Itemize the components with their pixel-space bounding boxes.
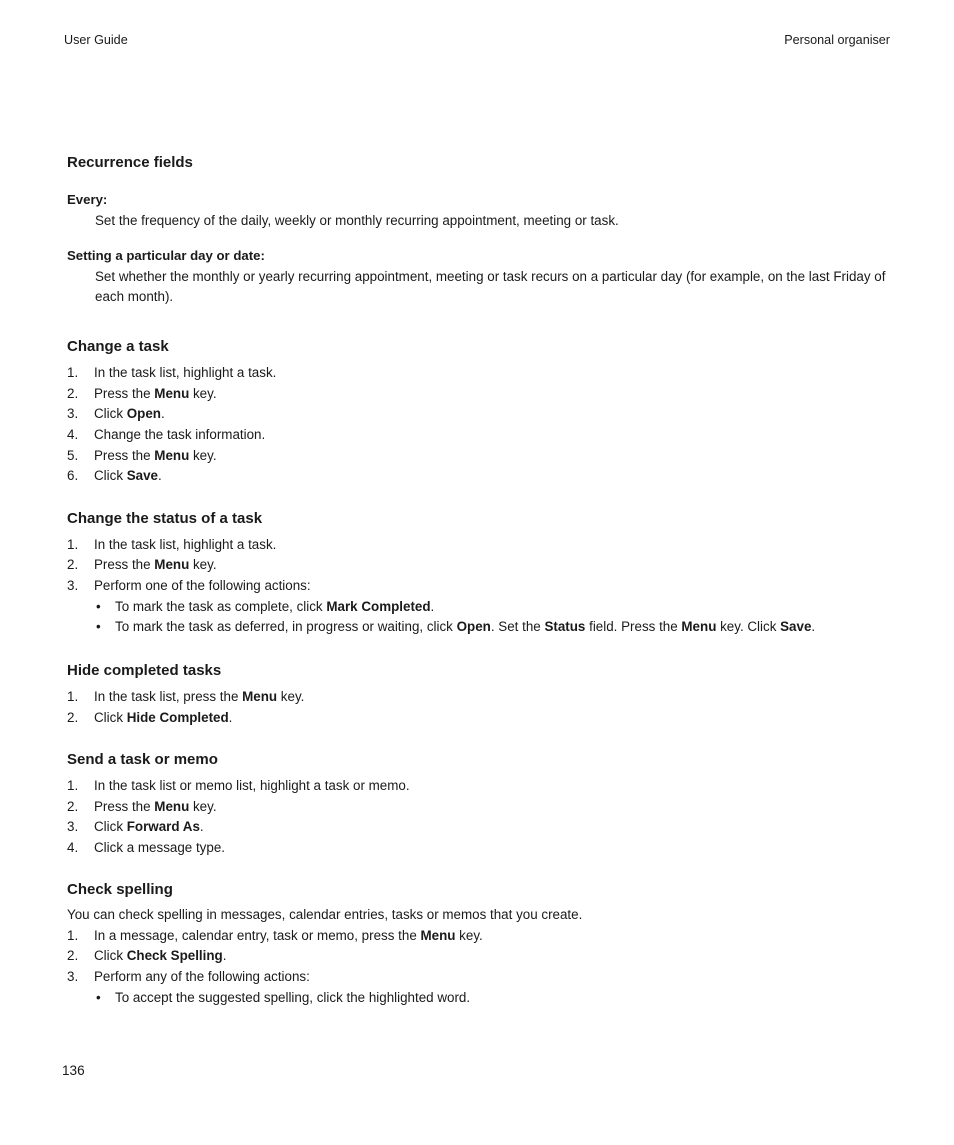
page-number: 136	[62, 1063, 85, 1078]
bullet-item: • To accept the suggested spelling, click the highlighted word.	[96, 990, 471, 1005]
list-item: 4. Change the task information.	[67, 427, 266, 442]
list-item: 1. In the task list, press the Menu key.	[67, 689, 305, 704]
list-item: 1. In the task list or memo list, highlight a task or memo.	[67, 778, 410, 793]
list-item: 2. Click Hide Completed.	[67, 710, 233, 725]
list-item: 2. Press the Menu key.	[67, 799, 217, 814]
list-item: 4. Click a message type.	[67, 840, 225, 855]
section-title-check-spelling: Check spelling	[67, 881, 173, 898]
page-header-right: Personal organiser	[784, 33, 890, 47]
list-item: 3. Click Forward As.	[67, 819, 204, 834]
page-header-left: User Guide	[64, 33, 128, 47]
bullet-item: • To mark the task as complete, click Mark Completed.	[96, 599, 435, 614]
term-every: Every:	[67, 192, 108, 207]
list-item: 1. In the task list, highlight a task.	[67, 537, 277, 552]
bullet-item: • To mark the task as deferred, in progress or waiting, click Open. Set the Status field. Press the Menu key. Click Save.	[96, 619, 816, 634]
definition-particular-day: Set whether the monthly or yearly recurring appointment, meeting or task recurs on a particular day (for example, on the last Friday of each month).	[95, 269, 886, 304]
list-item: 2. Press the Menu key.	[67, 386, 217, 401]
list-item: 3. Perform any of the following actions:	[67, 969, 310, 984]
list-item: 5. Press the Menu key.	[67, 448, 217, 463]
term-particular-day: Setting a particular day or date:	[67, 248, 265, 263]
section-title-change-task: Change a task	[67, 338, 169, 355]
section-title-change-status: Change the status of a task	[67, 510, 263, 527]
list-item: 1. In a message, calendar entry, task or memo, press the Menu key.	[67, 928, 483, 943]
list-item: 3. Perform one of the following actions:	[67, 578, 311, 593]
list-item: 2. Click Check Spelling.	[67, 948, 227, 963]
list-item: 2. Press the Menu key.	[67, 557, 217, 572]
list-item: 1. In the task list, highlight a task.	[67, 365, 277, 380]
list-item: 6. Click Save.	[67, 468, 162, 483]
section-title-send-task: Send a task or memo	[67, 751, 218, 768]
definition-every: Set the frequency of the daily, weekly or monthly recurring appointment, meeting or task.	[95, 213, 619, 228]
check-spelling-intro: You can check spelling in messages, calendar entries, tasks or memos that you create.	[67, 907, 583, 922]
section-title-recurrence-fields: Recurrence fields	[67, 154, 193, 171]
list-item: 3. Click Open.	[67, 406, 165, 421]
section-title-hide-completed: Hide completed tasks	[67, 662, 222, 679]
